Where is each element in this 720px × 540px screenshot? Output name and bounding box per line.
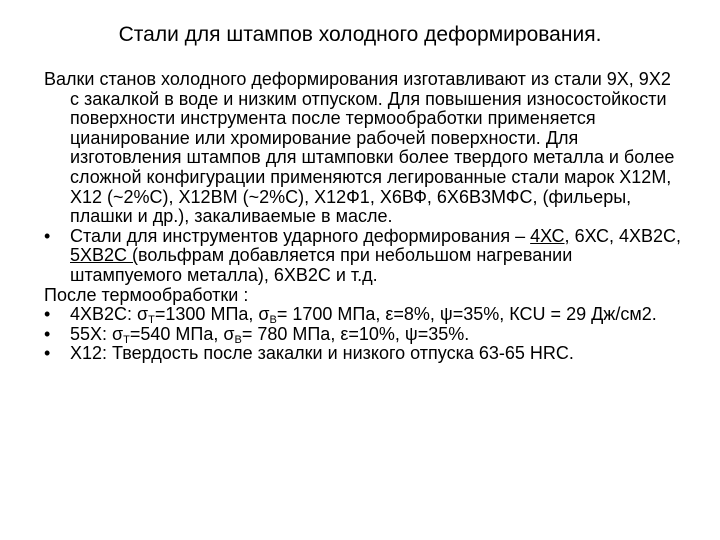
props-bullet-55x [44, 325, 684, 345]
bullet-impact-steels [44, 227, 684, 286]
slide-title: Стали для штампов холодного деформирования. [118, 23, 602, 46]
hardness-bullet-x12 [44, 344, 684, 364]
subscript-b: В [269, 314, 277, 327]
yield-value: =540 МПа, σ [129, 323, 235, 344]
hardness-text: Х12: Твердость после закалки и низкого отпуска 63-65 HRC. [70, 343, 574, 364]
underlined-steel-4xs: 4ХС, [530, 225, 570, 246]
bullet-marker: • [44, 225, 51, 246]
intro-paragraph: Валки станов холодного деформирования изготавливают из стали 9Х, 9Х2 с закалкой в воде и низким отпуском. Для повышения износостойкости поверхности инструмента после термообработки применяется цианирование или хромирование рабочей поверхности. Для изготовления штампов для штамповки более твердого металла и более сложной конфигурации применяются легированные стали марок Х12М, Х12 (~2%С), Х12ВМ (~2%С), Х12Ф1, Х6ВФ, 6Х6В3МФС, (фильеры, плашки и др.), закаливаемые в масле. [44, 69, 675, 227]
strength-values: = 780 МПа, ε=10%, ψ=35%. [241, 323, 470, 344]
bullet-text-part2: 6ХС, 4ХВ2С, [569, 225, 682, 246]
subscript-t: Т [148, 314, 155, 327]
bullet-text-part1: Стали для инструментов ударного деформирования – [70, 225, 531, 246]
subscript-t: Т [123, 333, 130, 346]
steel-label: 4ХВ2С: σ [70, 304, 149, 325]
yield-value: =1300 МПа, σ [154, 304, 270, 325]
subscript-b: В [234, 333, 242, 346]
strength-values: = 1700 МПа, ε=8%, ψ=35%, КСU = 29 Дж/см2. [276, 304, 657, 325]
bullet-text-part3: вольфрам добавляется при небольшом нагревании штампуемого металла), 6ХВ2С и т.д. [70, 245, 573, 285]
underlined-steel-5xv2s: 5ХВ2С ( [70, 245, 139, 266]
bullet-marker: • [44, 343, 51, 364]
props-bullet-4xv2s [44, 305, 684, 325]
slide-body [44, 70, 684, 364]
after-heat-label: После термообработки : [44, 284, 249, 305]
steel-label: 55Х: σ [70, 323, 124, 344]
bullet-marker: • [44, 304, 51, 325]
bullet-marker: • [44, 323, 51, 344]
